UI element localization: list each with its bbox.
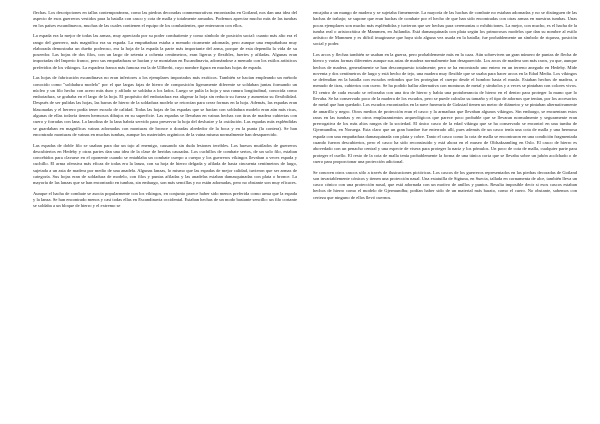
paragraph: La espada era la mejor de todas las armas, muy apreciada por su poder combatiente y como símbolo de posición social: cuanto más alto era el rango del guerrero, más magnífica era su espada. La empuñadura estaba a menudo ricamente adornada, pero aunque una empuñadura muy elaborada demostraba un dueño poderoso, era la hoja de la espada la parte más importante del arma, porque de esta dependía la vida de su poseedor. Las hojas de dos filos, con un largo de setenta a ochenta centímetros, eran ligeras y flexibles, fuertes y afiladas. Algunas eran importadas del Imperio franco, pero sus empuñaduras se hacían y se montaban en Escandinavia, adornándose a menudo con los estilos artísticos preferidos de los vikingos. La espadera franca más famosa era la de Ulfberht, cuyo nombre figura en muchas hojas de espada. [33,33,297,70]
paragraph: encajaba a un mango de madera y se sujetaba firmemente. La mayoría de las hachas de combate no estaban adornadas y no se distinguen de las hachas de trabajo; se supone que eran hachas de combate por el hecho de que han sido encontradas con otras armas en nuestras tumbas. Unas pocas ejemplares son mucho más espléndidas y tuvieron que ser hechas para ceremonias o exhibiciones. La mejor, con mucho, es el hacha de la tumba real o aristocrática de Mammen, en Jutlandia. Está damasquinada con plata según los primorosos modelos que dan su nombre al estilo artístico de Mammen y es difícil imaginarse que haya sido alguna vez usada en la batalla; fue probablemente un símbolo de riqueza, posición social y poder. [313,10,577,47]
paragraph: Las hojas de fabricación escandinava no eran inferiores a los ejemplares importados más exóticos. También se hacían empleando un método conocido como "soldadura modelo" por el que largas fajas de hierro de composición ligeramente diferente se soldaban juntas formando un núcleo y un filo hecho con acero más duro y afilado se soldaba a los lados. Luego se pulía la hoja y una ranura longitudinal, conocida como embotadura, se grababa en el largo de la hoja. El propósito del embotadura era aligerar la hoja sin reducir su fuerza y aumentar su flexibilidad. Después de ser pulidas las hojas, las barras de hierro de la soldadura modelo se retorcían para crear formas en la hoja. Además, las espadas eran blasonadas y el herrero podía tener escudo de calidad. Todas las hojas de las espadas que se hacían con soldadura modelo eran aún más ricas, algunas de ellas todavía tienen hermosos dibujos en su superficie. Las espadas se llevaban en vainas hechas con tiras de madera cubiertas con cuero y forradas con lana. La lanolina de la lana habría servido para preservar la hoja del deslustre y la oxidación. Las espadas más espléndidas se guardaban en magníficas vainas adornadas con monturas de bronce o doradas alrededor de la boca y en la punta (la contera). Se han encontrado monturas de vainas en muchas tumbas, aunque los materiales orgánicos de la vaina misma normalmente han desaparecido. [33,75,297,137]
paragraph: Aunque el hacha de combate se asocia popularmente con los vikingos, en conjunto parece haber sido menos preferida como arma que la espada y la lanza. Se han encontrado menos y casi todas ellas en Escandinavia occidental. Estaban hechas de un modo bastante sencillo: un filo cortante se soldaba a un bloque de hierro y el extremo se [33,190,297,209]
paragraph: Las espadas de doble filo se usaban para dar un tajo al enemigo, causando sin duda lesiones terribles. Los huesos mutilados de guerreros descubiertos en Hedeby y otras partes dan una idea de la clase de heridas causadas. Los cuchillos de combate sertos, de un solo filo, estaban concebidos para clavarse en el oponente cuando se entablaba un combate cuerpo a cuerpo y los guerreros vikingos llevaban a veces espada y cuchillo. El arma ofensiva más eficaz de todas era la lanza, con su hoja de hierro delgada y afilada de hasta cincuenta centímetros de largo, sujetada a un asta de madera por medio de una anadela. Algunas lanzas, lo mismo que las espadas de mejor calidad, tuvieron que ser armas de categoría. Sus hojas eran de soldadura de modelo, con filos y puntas afiladas y las anadelas estaban damasquinadas con plata o bronce. La mayoría de las lanzas que se han encontrado en tumbas, sin embargo, son más sencillas y no están adornadas, pero no obstante son muy eficaces. [33,142,297,186]
paragraph: Los arcos y flechas también se usaban en la guerra, pero probablemente más en la caza. Aún sobreviven un gran número de puntas de flecha de hierro y varias formas diferentes aunque sus astas de madera normalmente han desaparecido. Los arcos de madera son más raros, ya que, aunque hechos de madera, generalmente se han descompuesto totalmente; pero se ha encontrado uno entero en un terreno anegado en Hedeby. Mide noventa y dos centímetros de largo y está hecho de tejo, una madera muy flexible que se usaba para hacer arcos en la Edad Media. Los vikingos se defendían en la batalla con escudos redondos que les protegían el cuerpo desde el hombro hasta el muslo. Estaban hechos de madera, a menudo de tiras, cubiertos con cuero. Se ha podido hallar alternativa con monturas de metal y símbolos y a veces se pintaban con colores vivos. El centro de cada escudo se reforzaba con una tira de hierro y había una protuberancia de hierro en el dentro para proteger la mano que lo llevaba. Se ha conservado poco de la madera de los escudos, pero se puede calcular su tamaño y el tipo de adornos que tenían, por los accesorios de metal que han quedado. Los escudos encontrados en la nave funeraria de Gokstad tienen un metro de diámetro y se pintaban alternativamente de amarillo y negro. Otros medios de protección eran el casco y la armadura que llevaban algunos vikingos. Sin embargo, se encuentran estos raras en las tumbas y en otros emplazamientos arqueológicos que parece poco probable que se llevaran normalmente y seguramente eran prerrogativa de los más altos rangos de la sociedad. El único casco de la edad vikinga que se ha conservado se encontró en una tumba de Gjermundbu, en Noruega. Esta claro que un gran hombre fue enterrado allí, pues además de un casco tenía una cota de malla y una hermosa espada con una empuñadura damasquinada con plata y cobre. Tanto el casco como la cota de malla se encontraron en una condición fragmentada cuando fueron descubiertos, pero el casco ha sido reconstruido y está ahora en el museo de Oldsaksamling en Oslo. El casco de hierro es abovedado con un penacho central y una especie de visera para proteger la nariz y los pómulos. Un poco de cota de malla, cualquier parte para proteger el cuello. El resto de la cota de malla tenía probablemente la forma de una túnica corta que se llevaba sobre un jubón acolchado o de cuero para proporcionar una protección adicional. [313,52,577,164]
paragraph: flechas. Los descripciones en tallas contemporáneas, como las piedras decoradas conmemorativas encontradas en Gotland, nos dan una idea del aspecto de esos guerreros vestidos para la batalla con casco y cota de malla y totalmente armados. Podemos apreciar mucho más de las tumbas en los países escandinavos, muchas de las cuales contienen el equipo de los combatientes, que enterraron con ellos. [33,10,297,28]
paragraph: Se conocen otros cascos sólo a través de ilustraciones pictóricas. Los cascos de los guerreros representados en las piedras decoradas de Gotland son invariablemente cónicos y tienen una protección nasal. Una estatuilla de Sigtuna, en Suecia, tallada en cornamenta de alce, también lleva un casco cónico con una protección nasal, que está adornada con un motivo de anillos y puntos. Resulta imposible decir si esos cascos estaban hechos de hierro como el modelo de Gjermundbu; podían haber sido de un material más barato, como el cuero. No obstante, sabemos con certeza que ninguno de ellos llevó cuernos. [313,169,577,200]
left-column [33,10,297,214]
right-column [313,10,577,205]
